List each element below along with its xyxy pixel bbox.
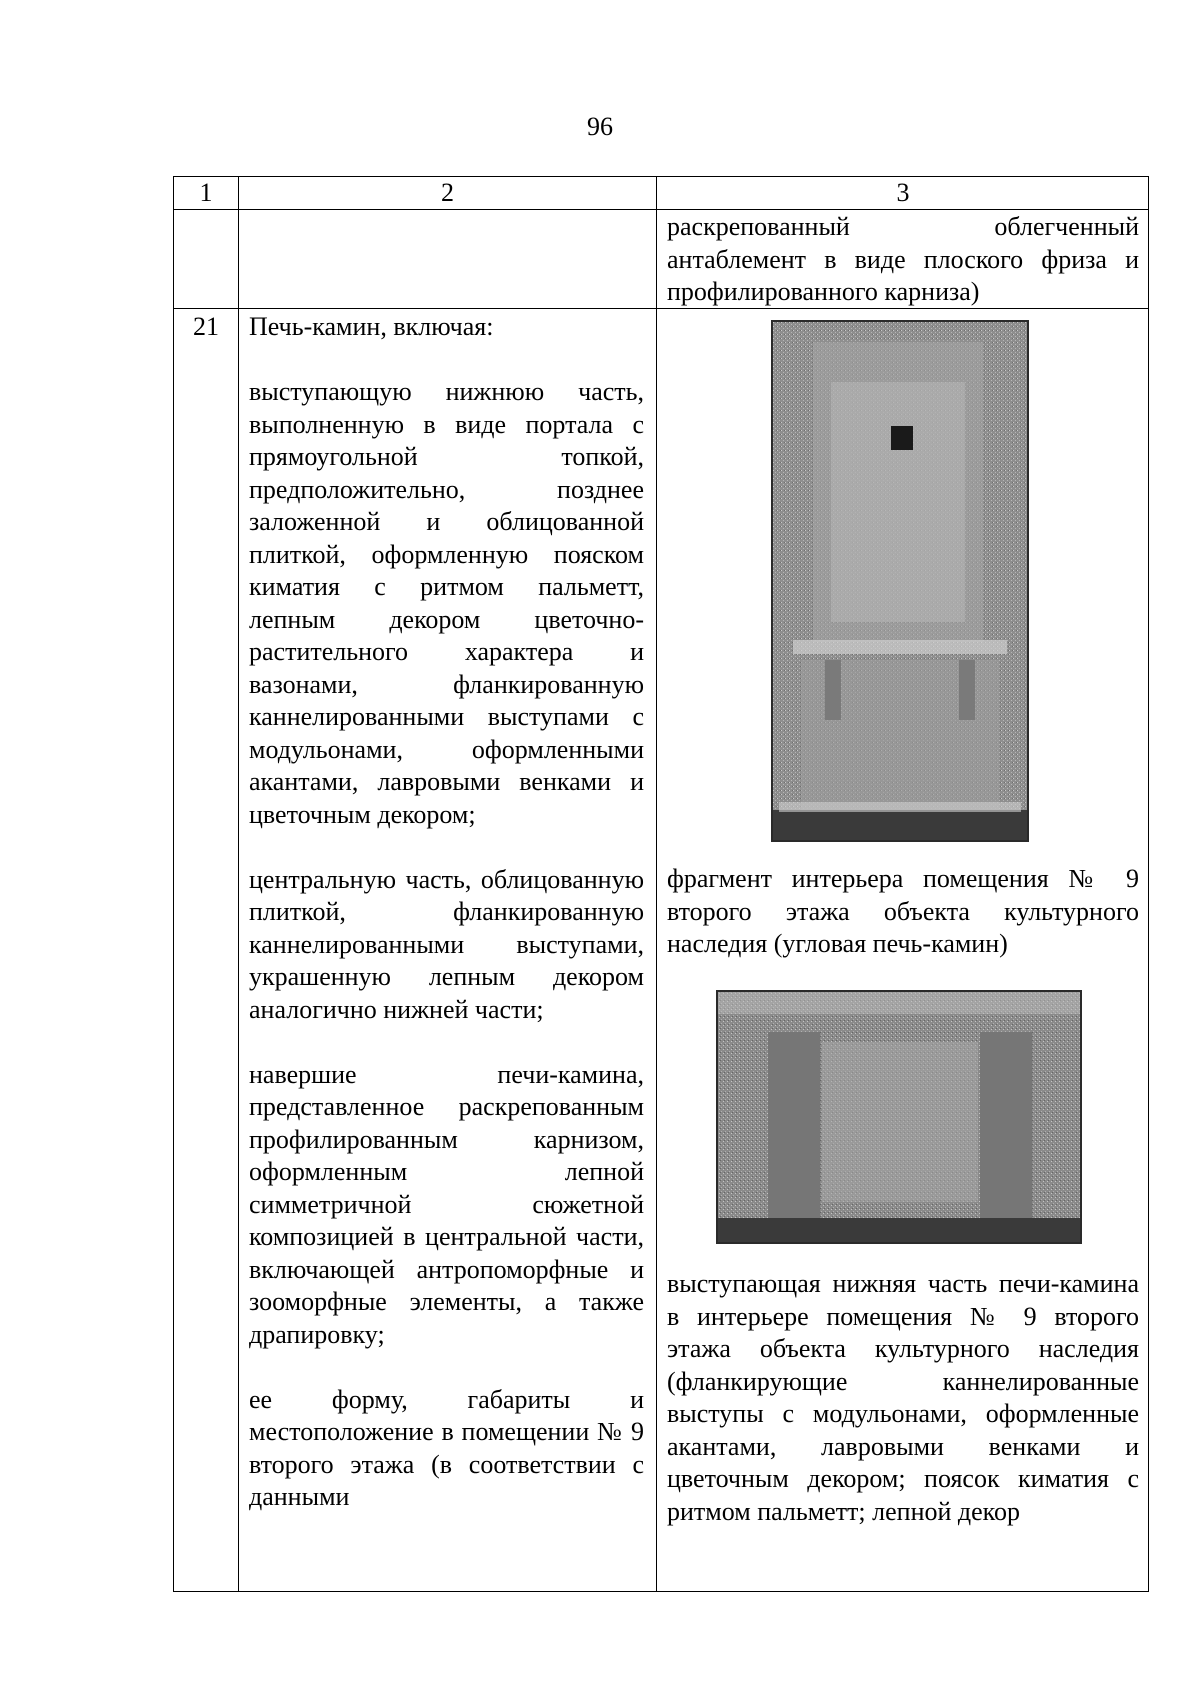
header-col-2: 2 bbox=[441, 178, 454, 207]
fireplace-photo-image bbox=[773, 322, 1027, 840]
photo-caption-1-text: фрагмент интерьера помещения № 9 второго этажа объекта культурного наследия (угловая печь-камин) bbox=[667, 864, 1139, 958]
header-col-1: 1 bbox=[199, 178, 213, 207]
document-table bbox=[173, 176, 1149, 1592]
page-number: 96 bbox=[587, 112, 613, 141]
description-top-part: навершие печи-камина, представленное раскрепованным профилированным карнизом, оформленным лепной симметричной сюжетной композицией в центральной части, включающей антропоморфные и зооморфные элементы, а также драпировку; bbox=[249, 1059, 644, 1349]
fireplace-lower-part-photo bbox=[716, 990, 1082, 1244]
header-col-3: 3 bbox=[896, 178, 910, 207]
description-title: Печь-камин, включая: bbox=[249, 312, 494, 341]
photo-caption-2 bbox=[667, 1268, 1139, 1528]
description-cell bbox=[249, 311, 644, 1514]
description-central-part: центральную часть, облицованную плиткой, фланкированную каннелированными выступами, украшенную лепным декором аналогично нижней части; bbox=[249, 864, 644, 1024]
photo-caption-1 bbox=[667, 863, 1139, 961]
column-divider-2 bbox=[656, 177, 657, 1591]
fireplace-lower-part-photo-image bbox=[718, 992, 1080, 1242]
column-divider-1 bbox=[238, 177, 239, 1591]
row-number: 21 bbox=[193, 312, 219, 341]
continuation-text: раскрепованный облегченный антаблемент в виде плоского фриза и профилированного карниза) bbox=[667, 212, 1139, 306]
fireplace-photo bbox=[771, 320, 1029, 842]
header-divider bbox=[174, 209, 1148, 210]
description-lower-part: выступающую нижнюю часть, выполненную в виде портала с прямоугольной топкой, предположительно, позднее заложенной и облицованной плиткой, оформленную пояском киматия с ритмом пальметт, лепным декором цветочно-растительного характера и вазонами, фланкированную каннелированными выступами с модульонами, оформленными акантами, лавровыми венками и цветочным декором; bbox=[249, 377, 644, 829]
continuation-cell bbox=[667, 211, 1139, 309]
photo-caption-2-text: выступающая нижняя часть печи-камина в интерьере помещения № 9 второго этажа объекта культурного наследия (фланкирующие каннелированные выступы с модульонами, оформленные акантами, лавровыми венками и цветочным декором; поясок киматия с ритмом пальметт; лепной декор bbox=[667, 1269, 1139, 1526]
description-location: ее форму, габариты и местоположение в помещении № 9 второго этажа (в соответствии с данными bbox=[249, 1384, 644, 1511]
